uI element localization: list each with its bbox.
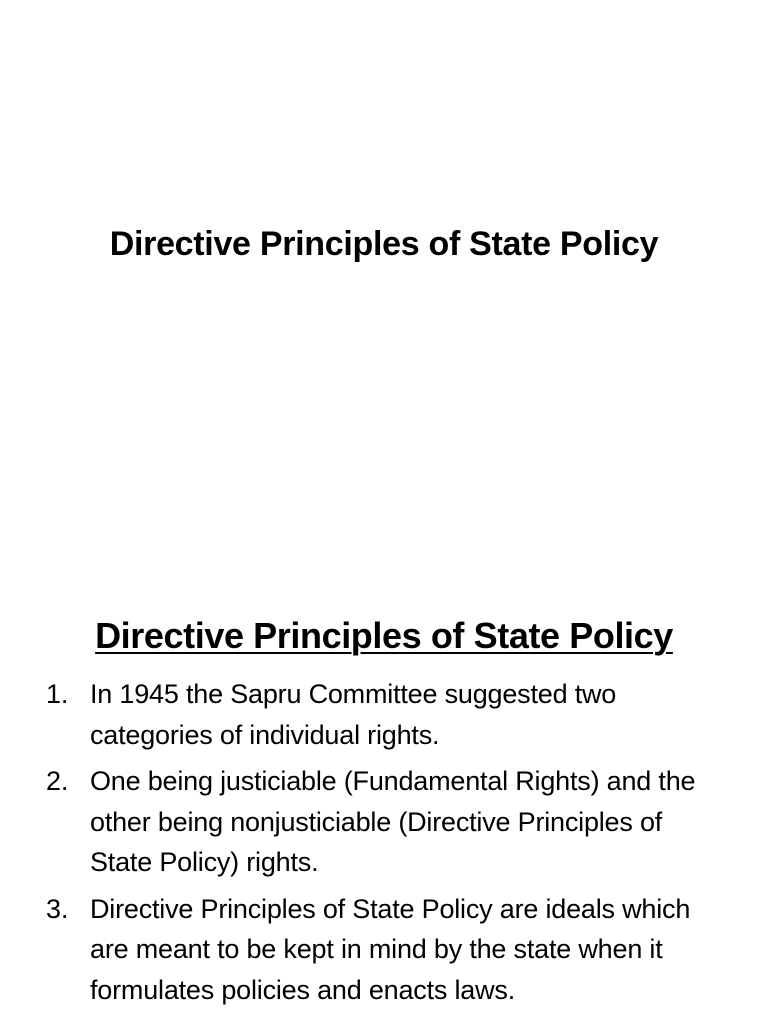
list-item [46, 761, 726, 883]
list-item [46, 674, 726, 755]
slide-heading: Directive Principles of State Policy [95, 615, 673, 656]
content-slide [0, 576, 768, 1036]
item-text: One being justiciable (Fundamental Rights) and the other being nonjusticiable (Directive Principles of State Policy) rights. [90, 766, 696, 877]
slide-title: Directive Principles of State Policy [109, 225, 659, 263]
point-list [46, 674, 726, 1016]
item-number: 3. [46, 893, 69, 924]
item-text: In 1945 the Sapru Committee suggested two categories of individual rights. [90, 679, 617, 750]
item-number: 2. [46, 766, 69, 796]
list-item [46, 889, 726, 1011]
item-number: 1. [46, 679, 69, 709]
item-text: Directive Principles of State Policy are ideals which are meant to be kept in mind by the state when it formulates policies and enacts laws. [90, 893, 691, 1005]
